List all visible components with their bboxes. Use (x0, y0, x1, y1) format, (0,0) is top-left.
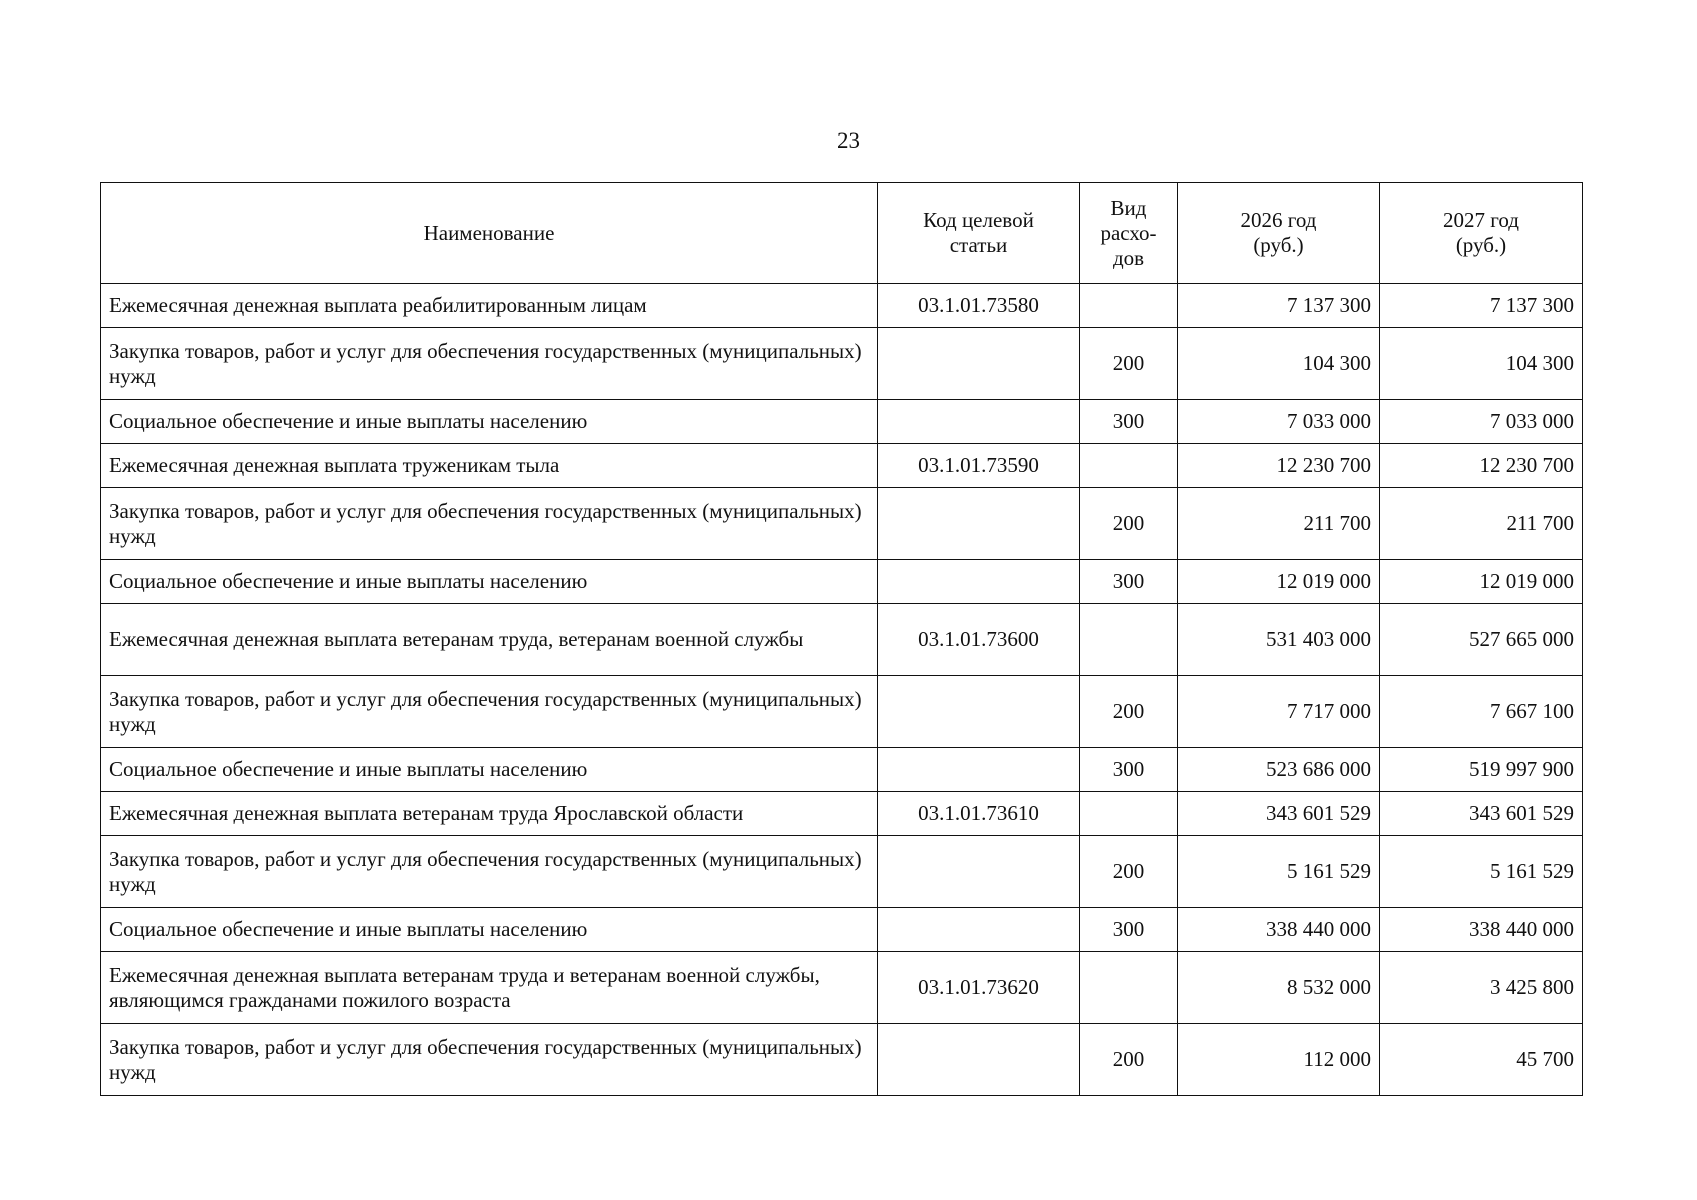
cell-2026: 338 440 000 (1178, 908, 1380, 952)
cell-name: Социальное обеспечение и иные выплаты населению (101, 908, 878, 952)
cell-kind: 200 (1080, 488, 1178, 560)
cell-name: Ежемесячная денежная выплата реабилитированным лицам (101, 284, 878, 328)
cell-2026: 7 717 000 (1178, 676, 1380, 748)
cell-name: Ежемесячная денежная выплата ветеранам труда Ярославской области (101, 792, 878, 836)
table-row (101, 604, 1583, 676)
cell-kind: 300 (1080, 400, 1178, 444)
cell-2026: 7 137 300 (1178, 284, 1380, 328)
cell-2027: 3 425 800 (1380, 952, 1583, 1024)
table-header-row (101, 183, 1583, 284)
table-row (101, 560, 1583, 604)
table-row (101, 908, 1583, 952)
cell-2027: 5 161 529 (1380, 836, 1583, 908)
cell-code (878, 400, 1080, 444)
cell-2026: 5 161 529 (1178, 836, 1380, 908)
cell-2026: 12 019 000 (1178, 560, 1380, 604)
cell-kind (1080, 792, 1178, 836)
header-code-line2: статьи (949, 233, 1008, 257)
cell-2026: 531 403 000 (1178, 604, 1380, 676)
cell-2026: 7 033 000 (1178, 400, 1380, 444)
cell-2027: 343 601 529 (1380, 792, 1583, 836)
cell-2026: 8 532 000 (1178, 952, 1380, 1024)
cell-name: Ежемесячная денежная выплата ветеранам труда и ветеранам военной службы, являющимся гражданами пожилого возраста (101, 952, 878, 1024)
header-2026 (1178, 183, 1380, 284)
cell-code (878, 908, 1080, 952)
cell-name: Закупка товаров, работ и услуг для обеспечения государственных (муниципальных) нужд (101, 488, 878, 560)
table-row (101, 444, 1583, 488)
header-kind-line1: Вид (1110, 195, 1147, 220)
cell-kind: 200 (1080, 328, 1178, 400)
cell-name: Ежемесячная денежная выплата ветеранам труда, ветеранам военной службы (101, 604, 878, 676)
cell-name: Социальное обеспечение и иные выплаты населению (101, 748, 878, 792)
header-code (878, 183, 1080, 284)
table-row (101, 328, 1583, 400)
page-number: 23 (837, 128, 860, 153)
cell-kind: 300 (1080, 748, 1178, 792)
cell-2026: 343 601 529 (1178, 792, 1380, 836)
budget-table (100, 182, 1583, 1096)
cell-name: Социальное обеспечение и иные выплаты населению (101, 400, 878, 444)
cell-2027: 7 137 300 (1380, 284, 1583, 328)
cell-2026: 523 686 000 (1178, 748, 1380, 792)
cell-kind: 200 (1080, 676, 1178, 748)
cell-2027: 7 033 000 (1380, 400, 1583, 444)
table-row (101, 1024, 1583, 1096)
cell-name: Закупка товаров, работ и услуг для обеспечения государственных (муниципальных) нужд (101, 836, 878, 908)
cell-kind (1080, 284, 1178, 328)
cell-name: Закупка товаров, работ и услуг для обеспечения государственных (муниципальных) нужд (101, 1024, 878, 1096)
header-2027-line1: 2027 год (1443, 208, 1519, 232)
header-code-line1: Код целевой (923, 208, 1034, 232)
cell-2027: 211 700 (1380, 488, 1583, 560)
cell-2027: 7 667 100 (1380, 676, 1583, 748)
cell-2026: 211 700 (1178, 488, 1380, 560)
table-row (101, 836, 1583, 908)
cell-name: Ежемесячная денежная выплата труженикам тыла (101, 444, 878, 488)
table-row (101, 952, 1583, 1024)
table-row (101, 676, 1583, 748)
cell-2027: 519 997 900 (1380, 748, 1583, 792)
cell-name: Закупка товаров, работ и услуг для обеспечения государственных (муниципальных) нужд (101, 676, 878, 748)
cell-code (878, 1024, 1080, 1096)
header-2026-line2: (руб.) (1253, 233, 1304, 257)
cell-2027: 45 700 (1380, 1024, 1583, 1096)
cell-code (878, 328, 1080, 400)
table-row (101, 400, 1583, 444)
cell-kind: 200 (1080, 1024, 1178, 1096)
cell-code: 03.1.01.73590 (878, 444, 1080, 488)
cell-code: 03.1.01.73620 (878, 952, 1080, 1024)
table-row (101, 748, 1583, 792)
cell-code (878, 836, 1080, 908)
cell-2027: 12 230 700 (1380, 444, 1583, 488)
cell-2027: 104 300 (1380, 328, 1583, 400)
header-kind-line3: дов (1112, 245, 1145, 270)
cell-kind (1080, 952, 1178, 1024)
cell-2027: 338 440 000 (1380, 908, 1583, 952)
cell-kind: 300 (1080, 560, 1178, 604)
cell-name: Социальное обеспечение и иные выплаты населению (101, 560, 878, 604)
cell-code: 03.1.01.73600 (878, 604, 1080, 676)
table-row (101, 488, 1583, 560)
header-2027-line2: (руб.) (1455, 233, 1507, 257)
header-name (101, 183, 878, 284)
cell-2026: 112 000 (1178, 1024, 1380, 1096)
cell-2027: 527 665 000 (1380, 604, 1583, 676)
cell-code: 03.1.01.73580 (878, 284, 1080, 328)
header-2027 (1380, 183, 1583, 284)
cell-name: Закупка товаров, работ и услуг для обеспечения государственных (муниципальных) нужд (101, 328, 878, 400)
cell-code: 03.1.01.73610 (878, 792, 1080, 836)
table-row (101, 792, 1583, 836)
cell-kind (1080, 444, 1178, 488)
cell-2026: 104 300 (1178, 328, 1380, 400)
cell-code (878, 488, 1080, 560)
cell-2027: 12 019 000 (1380, 560, 1583, 604)
header-name-label: Наименование (423, 220, 555, 245)
cell-kind: 200 (1080, 836, 1178, 908)
header-2026-line1: 2026 год (1240, 208, 1317, 232)
cell-code (878, 676, 1080, 748)
cell-code (878, 748, 1080, 792)
cell-2026: 12 230 700 (1178, 444, 1380, 488)
header-kind (1080, 183, 1178, 284)
cell-code (878, 560, 1080, 604)
header-kind-line2: расхо- (1100, 220, 1157, 245)
table-row (101, 284, 1583, 328)
cell-kind (1080, 604, 1178, 676)
cell-kind: 300 (1080, 908, 1178, 952)
